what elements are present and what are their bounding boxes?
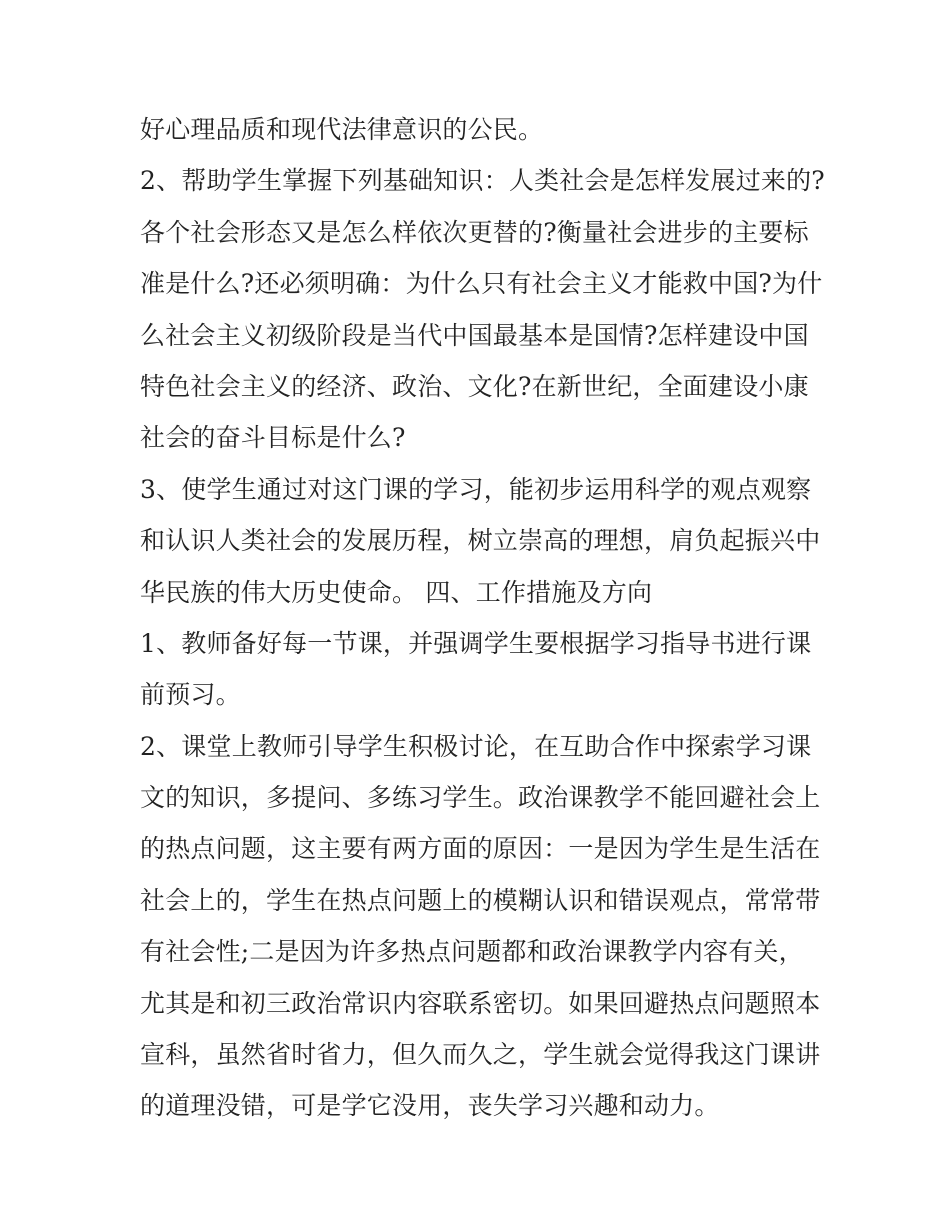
text-line: 前预习。 [140,680,241,710]
text-line: 社会上的，学生在热点问题上的模糊认识和错误观点，常常带 [140,885,821,915]
text-line: 文的知识，多提问、多练习学生。政治课教学不能回避社会上 [140,783,821,813]
text-line: 和认识人类社会的发展历程，树立崇高的理想，肩负起振兴中 [140,526,821,556]
text-line: 尤其是和初三政治常识内容联系密切。如果回避热点问题照本 [140,988,821,1018]
text-line: 2、课堂上教师引导学生积极讨论，在互助合作中探索学习课 [140,731,812,761]
text-line: 么社会主义初级阶段是当代中国最基本是国情?怎样建设中国 [140,320,809,350]
text-line: 的道理没错，可是学它没用，丧失学习兴趣和动力。 [140,1091,720,1121]
text-line: 各个社会形态又是怎么样依次更替的?衡量社会进步的主要标 [140,217,809,247]
text-line: 好心理品质和现代法律意识的公民。 [140,115,544,144]
text-line: 宣科，虽然省时省力，但久而久之，学生就会觉得我这门课讲 [140,1040,821,1070]
text-line: 华民族的伟大历史使命。 四、工作措施及方向 [140,577,653,607]
text-line: 准是什么?还必须明确：为什么只有社会主义才能救中国?为什 [140,269,823,299]
text-line: 社会的奋斗目标是什么? [140,423,406,453]
text-line: 特色社会主义的经济、政治、文化?在新世纪，全面建设小康 [140,371,809,401]
text-line: 3、使学生通过对这门课的学习，能初步运用科学的观点观察 [140,474,812,504]
text-line: 的热点问题，这主要有两方面的原因：一是因为学生是生活在 [140,834,821,864]
document-body [140,104,830,1132]
text-line: 2、帮助学生掌握下列基础知识：人类社会是怎样发展过来的? [140,166,825,196]
text-line: 有社会性;二是因为许多热点问题都和政治课教学内容有关， [140,937,804,967]
text-line: 1、教师备好每一节课，并强调学生要根据学习指导书进行课 [140,628,812,658]
